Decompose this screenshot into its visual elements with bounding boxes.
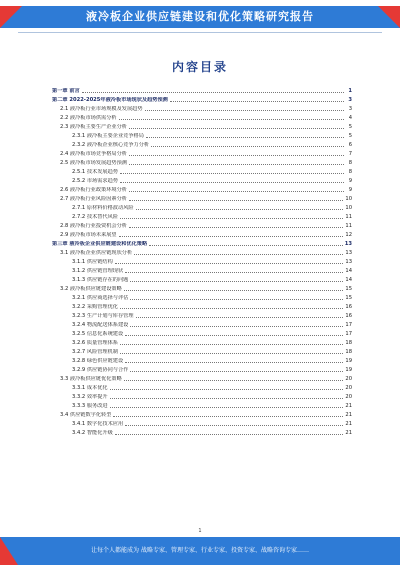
toc-entry-label: 3.3.2 效率提升 [72,394,108,400]
toc-entry[interactable] [52,401,352,410]
toc-entry-label: 3.2.8 绿色供应链建设 [72,358,124,364]
toc-entry-page: 4 [348,115,352,121]
toc-entry-page: 20 [345,376,352,382]
toc-entry-label: 第一章 前言 [52,88,80,94]
toc-entry-page: 14 [345,268,352,274]
toc-entry[interactable] [52,383,352,392]
toc-dot-leader [170,101,344,102]
toc-entry[interactable] [52,347,352,356]
toc-entry[interactable] [52,311,352,320]
toc-entry-label: 2.6 液冷板行业政策环境分析 [60,187,127,193]
header-divider [18,32,382,33]
toc-entry-label: 3.4.2 智能化升级 [72,430,113,436]
toc-entry-label: 3.3.3 服务改进 [72,403,108,409]
toc-dot-leader [146,137,344,138]
toc-entry-page: 21 [345,403,352,409]
toc-entry-label: 3.2.1 供应商选择与评估 [72,295,129,301]
toc-entry[interactable] [52,212,352,221]
toc-dot-leader [136,209,344,210]
toc-dot-leader [120,182,344,183]
toc-dot-leader [124,290,344,291]
toc-dot-leader [124,380,344,381]
toc-entry-page: 21 [345,430,352,436]
toc-dot-leader [110,389,344,390]
toc-entry[interactable] [52,365,352,374]
toc-entry[interactable] [52,392,352,401]
toc-entry-label: 2.5.1 技术发展趋势 [72,169,118,175]
toc-entry-page: 8 [348,169,352,175]
toc-entry-label: 2.7.1 原材料价格波动风险 [72,205,134,211]
toc-entry-label: 2.8 液冷板行业投资机会分析 [60,223,127,229]
toc-entry-label: 3.4.1 数字化技术应用 [72,421,124,427]
toc-entry-label: 第三章 液冷板企业供应链建设和优化策略 [52,241,148,247]
toc-entry-page: 13 [345,250,352,256]
toc-entry-page: 11 [345,214,352,220]
toc-entry-page: 18 [345,340,352,346]
toc-entry[interactable] [52,320,352,329]
toc-entry[interactable] [52,176,352,185]
toc-entry-page: 3 [348,97,352,103]
toc-dot-leader [130,371,343,372]
toc-entry-label: 3.2.7 风险管理机制 [72,349,118,355]
toc-entry-page: 19 [345,367,352,373]
toc-entry-label: 3.3.1 成本优化 [72,385,108,391]
toc-dot-leader [136,317,344,318]
toc-entry[interactable] [52,302,352,311]
toc-entry-label: 2.3.2 液冷板企业核心竞争力分析 [72,142,150,148]
toc-entry[interactable] [52,257,352,266]
toc-entry-label: 3.1.3 供应链存在的问题 [72,277,129,283]
toc-entry[interactable] [52,158,352,167]
toc-entry-page: 13 [345,259,352,265]
toc-dot-leader [115,263,344,264]
toc-entry-label: 2.2 液冷板市场供需分析 [60,115,117,121]
toc-entry-page: 20 [345,394,352,400]
toc-dot-leader [120,218,343,219]
toc-entry-label: 2.1 液冷板行业市场规模及发展趋势 [60,106,143,112]
toc-dot-leader [125,272,343,273]
toc-entry-page: 21 [345,421,352,427]
toc-entry-page: 12 [345,232,352,238]
toc-entry-label: 第二章 2022-2025年液冷板市场现状及趋势预测 [52,97,168,103]
page-number: 1 [198,528,202,534]
toc-entry-label: 2.9 液冷板市场未来展望 [60,232,117,238]
toc-entry[interactable] [52,122,352,131]
toc-dot-leader [115,434,344,435]
toc-entry-label: 3.3 液冷板供应链优化策略 [60,376,122,382]
toc-dot-leader [129,164,344,165]
report-footer [0,537,400,565]
toc-entry[interactable] [52,275,352,284]
toc-dot-leader [129,191,344,192]
toc-entry[interactable] [52,284,352,293]
toc-entry-label: 3.2.3 生产计划与库存管理 [72,313,134,319]
toc-entry-page: 5 [348,124,352,130]
toc-entry-label: 3.2.5 信息化系统建设 [72,331,124,337]
toc-dot-leader [120,308,343,309]
toc-entry-page: 6 [348,142,352,148]
toc-dot-leader [119,119,344,120]
toc-entry-label: 3.2.4 物流配送体系建设 [72,322,129,328]
toc-entry-label: 3.1.2 供应链管理现状 [72,268,124,274]
toc-entry[interactable] [52,248,352,257]
toc-dot-leader [110,398,344,399]
toc-entry-page: 3 [348,106,352,112]
toc-entry-page: 17 [345,322,352,328]
toc-entry-label: 3.1 液冷板企业供应链现状分析 [60,250,133,256]
toc-entry-label: 3.2.9 供应链协同与合作 [72,367,129,373]
toc-entry[interactable] [52,239,352,248]
toc-entry-page: 1 [348,88,352,94]
toc-entry[interactable] [52,86,352,95]
toc-entry-page: 14 [345,277,352,283]
toc-entry[interactable] [52,104,352,113]
toc-entry-page: 8 [348,160,352,166]
table-of-contents [52,86,352,437]
toc-entry-label: 2.5 液冷板市场发展趋势预测 [60,160,127,166]
toc-entry-page: 16 [345,304,352,310]
toc-entry[interactable] [52,131,352,140]
toc-entry-page: 10 [345,196,352,202]
toc-entry-page: 16 [345,313,352,319]
toc-entry-page: 11 [345,223,352,229]
toc-entry-label: 3.1.1 供应链结构 [72,259,113,265]
toc-entry[interactable] [52,140,352,149]
toc-dot-leader [125,425,343,426]
toc-entry-page: 9 [348,178,352,184]
toc-dot-leader [130,299,343,300]
toc-entry-page: 9 [348,187,352,193]
toc-dot-leader [113,416,343,417]
toc-entry-label: 2.3 液冷板主要生产企业分析 [60,124,127,130]
toc-entry-label: 2.7 液冷板行业风险因素分析 [60,196,127,202]
toc-dot-leader [145,110,344,111]
toc-entry-page: 19 [345,358,352,364]
toc-entry-page: 21 [345,412,352,418]
toc-entry-page: 15 [345,295,352,301]
toc-entry-label: 3.4 供应链数字化转型 [60,412,112,418]
toc-entry[interactable] [52,266,352,275]
toc-entry[interactable] [52,338,352,347]
toc-entry-label: 2.3.1 液冷板主要企业竞争格局 [72,133,144,139]
toc-entry[interactable] [52,95,352,104]
toc-entry[interactable] [52,194,352,203]
toc-entry[interactable] [52,203,352,212]
toc-dot-leader [110,407,344,408]
toc-entry[interactable] [52,113,352,122]
toc-entry-label: 2.4 液冷板市场竞争格局分析 [60,151,127,157]
toc-entry[interactable] [52,428,352,437]
toc-entry-page: 7 [348,151,352,157]
toc-dot-leader [129,200,343,201]
toc-entry-page: 13 [344,241,352,247]
toc-dot-leader [130,326,343,327]
toc-entry[interactable] [52,419,352,428]
toc-entry[interactable] [52,230,352,239]
toc-entry[interactable] [52,329,352,338]
toc-dot-leader [149,245,343,246]
toc-entry[interactable] [52,374,352,383]
toc-entry[interactable] [52,221,352,230]
toc-entry-label: 2.7.2 技术替代风险 [72,214,118,220]
toc-entry[interactable] [52,293,352,302]
toc-entry[interactable] [52,185,352,194]
report-header [0,0,400,38]
toc-entry-label: 3.2.6 质量管理体系 [72,340,118,346]
toc-dot-leader [120,173,344,174]
toc-entry-page: 10 [345,205,352,211]
toc-entry[interactable] [52,149,352,158]
toc-dot-leader [134,254,343,255]
toc-entry-page: 5 [348,133,352,139]
toc-dot-leader [151,146,344,147]
toc-entry-label: 3.2.2 采购管理优化 [72,304,118,310]
toc-entry-page: 15 [345,286,352,292]
footer-left-accent [0,537,18,565]
toc-dot-leader [129,128,344,129]
toc-heading: 内容目录 [171,60,228,74]
toc-dot-leader [120,353,343,354]
footer-slogan: 让每个人都能成为 战略专家、管理专家、行业专家、投资专家、战略咨询专家…… [91,547,309,554]
toc-dot-leader [120,344,343,345]
toc-dot-leader [82,92,344,93]
toc-dot-leader [119,236,344,237]
toc-entry-page: 17 [345,331,352,337]
toc-dot-leader [129,155,344,156]
toc-dot-leader [130,281,343,282]
report-title: 液冷板企业供应链建设和优化策略研究报告 [86,10,314,23]
toc-dot-leader [125,335,343,336]
toc-entry-page: 20 [345,385,352,391]
toc-entry-label: 2.5.2 市场需求趋势 [72,178,118,184]
toc-entry-label: 3.2 液冷板供应链建设策略 [60,286,122,292]
toc-dot-leader [129,227,343,228]
toc-entry[interactable] [52,167,352,176]
toc-entry-page: 18 [345,349,352,355]
toc-entry[interactable] [52,356,352,365]
toc-dot-leader [125,362,343,363]
toc-entry[interactable] [52,410,352,419]
